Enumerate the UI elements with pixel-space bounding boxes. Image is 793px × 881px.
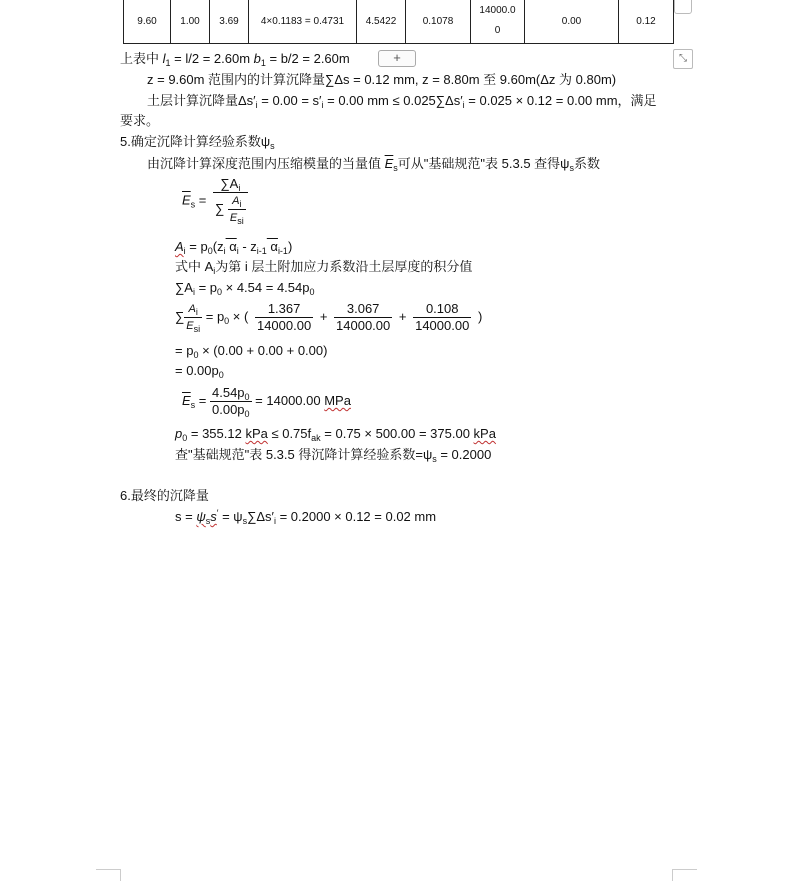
es-result-formula: $\overline{E}_s$ = $\frac{4.54p_0}{0.00p_0}$ = 14000.00 MPa [182,385,351,419]
table-note: 上表中 $l_1 = l/2 = 2.60m$ $b_1 = b/2 = 2.60m$ [120,51,350,68]
es-formula: $\overline{E}_s$ = $\sum A_i$ ∑ $\frac{A_i}{E_{si}}$ [182,176,248,226]
settlement-range-line: z = 9.60m 范围内的计算沉降量∑Δs = 0.12 mm, z = 8.80m 至 9.60m(Δz 为 0.80m) [147,72,617,87]
table-cell: 0.00 [525,0,619,44]
section-6-heading: 6.最终的沉降量 [120,488,209,503]
sum-ai-line: $\sum A_i = p_0 \times 4.54 = 4.54p_0$ [175,280,315,297]
table-cell: 1.00 [171,0,210,44]
table-cell: 0.1078 [406,0,471,44]
table-cell: 9.60 [124,0,171,44]
layer-check-line-cont: 要求。 [120,113,160,128]
table-cell: 3.69 [210,0,249,44]
sum-eval-line: = $p_0 \times (0.00 + 0.00 + 0.00)$ [175,343,328,360]
ai-definition: $A_i = p_0(z_i$ $\alpha_i - z_{i-1}$ $\alpha_{i-1}$) [175,239,293,256]
psi-lookup-line: 查"基础规范"表 5.3.5 得沉降计算经验系数$=\psi_s = 0.2000$ [175,447,492,464]
sum-result-line: = $0.00p_0$ [175,363,224,380]
table-cell: 4.5422 [357,0,406,44]
table-cell: 4×0.1183 = 0.4731 [249,0,357,44]
table-row [124,0,674,44]
add-row-button[interactable]: + [378,50,416,67]
page-corner-mark-left [96,869,121,881]
final-settlement-formula: $s = \psi_ss' = \psi_s\sum\Delta s'_i = 0.2000 \times 0.12 = 0.02$ mm [175,508,437,526]
section-5-heading: 5.确定沉降计算经验系数$\psi_s$ [120,134,275,151]
page-corner-mark-right [672,869,697,881]
ai-explanation: 式中 $A_i$为第 i 层土附加应力系数沿土层厚度的积分值 [175,259,473,276]
table-cell: 0.12 [619,0,674,44]
settlement-table [123,0,674,44]
p0-check-line: $p_0 = 355.12$ kPa ≤ $0.75f_{ak} = 0.75 \times 500.00 = 375.00$ kPa [175,426,496,443]
layer-check-line: 土层计算沉降量$\Delta s'_i = 0.00 = s'_i = 0.00$ mm ≤ $0.025\sum\Delta s'_i = 0.025 \times 0.12 = 0.00$ mm，满足 [147,93,657,110]
section-5-description: 由沉降计算深度范围内压缩模量的当量值 $\overline{E}_s$可从"基础规范"表 5.3.5 查得$\psi_s$系数 [147,156,600,173]
resize-table-icon[interactable]: ⤡ [673,49,693,69]
ratio-sum-formula: ∑ $\frac{A_i}{E_{si}}$ = $p_0$ × ( $\frac{1.367}{14000.00}$ + $\frac{3.067}{14000.00}$ + $\frac{0.108}{14000.00}$ ) [175,301,483,334]
table-cell: 14000.0 0 [471,0,525,44]
scroll-thumb[interactable] [674,0,692,14]
